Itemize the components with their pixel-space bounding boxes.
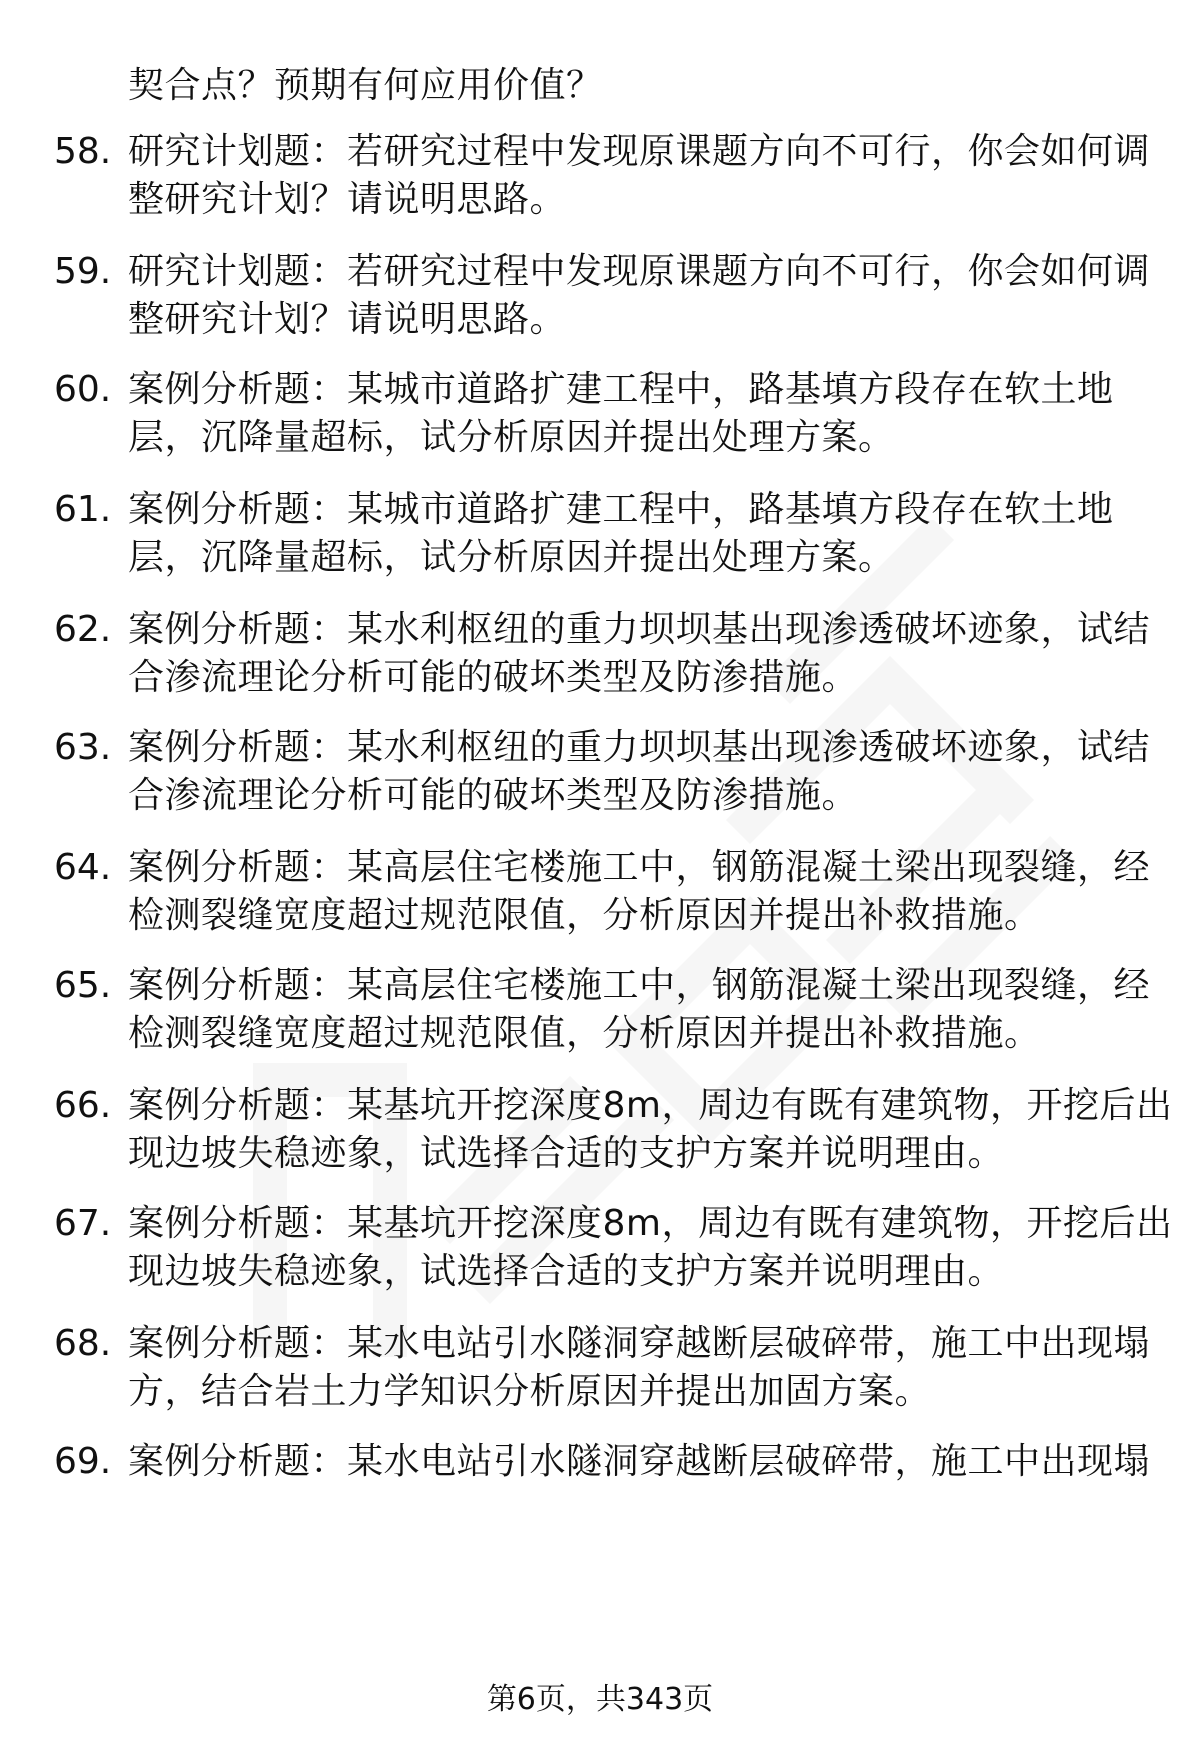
- question-number: 64.: [54, 847, 112, 888]
- question-text-line1: 案例分析题：某基坑开挖深度8m，周边有既有建筑物，开挖后出: [128, 1203, 1173, 1244]
- question-text-line1: 研究计划题：若研究过程中发现原课题方向不可行，你会如何调: [128, 251, 1151, 292]
- question-text-line2: 合渗流理论分析可能的破坏类型及防渗措施。: [128, 657, 859, 698]
- question-text-line1: 案例分析题：某城市道路扩建工程中，路基填方段存在软土地: [128, 489, 1114, 530]
- question-text-line1: 案例分析题：某水利枢纽的重力坝坝基出现渗透破坏迹象，试结: [128, 609, 1151, 650]
- question-number: 61.: [54, 489, 112, 530]
- question-text-line2: 合渗流理论分析可能的破坏类型及防渗措施。: [128, 775, 859, 816]
- page-footer: 第6页，共343页: [486, 1682, 714, 1717]
- question-number: 60.: [54, 369, 112, 410]
- question-number: 58.: [54, 131, 112, 172]
- question-text-line1: 案例分析题：某水电站引水隧洞穿越断层破碎带，施工中出现塌: [128, 1441, 1151, 1482]
- question-number: 59.: [54, 251, 112, 292]
- question-text-line2: 现边坡失稳迹象，试选择合适的支护方案并说明理由。: [128, 1251, 1005, 1292]
- continuation-line: 契合点？预期有何应用价值？: [128, 65, 603, 106]
- question-text-line1: 案例分析题：某水电站引水隧洞穿越断层破碎带，施工中出现塌: [128, 1323, 1151, 1364]
- question-number: 68.: [54, 1323, 112, 1364]
- question-text-line2: 层，沉降量超标，试分析原因并提出处理方案。: [128, 417, 895, 458]
- question-number: 62.: [54, 609, 112, 650]
- question-text-line2: 整研究计划？请说明思路。: [128, 299, 567, 340]
- question-text-line2: 检测裂缝宽度超过规范限值，分析原因并提出补救措施。: [128, 1013, 1041, 1054]
- question-text-line2: 检测裂缝宽度超过规范限值，分析原因并提出补救措施。: [128, 895, 1041, 936]
- question-text-line1: 案例分析题：某城市道路扩建工程中，路基填方段存在软土地: [128, 369, 1114, 410]
- question-number: 66.: [54, 1085, 112, 1126]
- question-text-line2: 层，沉降量超标，试分析原因并提出处理方案。: [128, 537, 895, 578]
- question-number: 67.: [54, 1203, 112, 1244]
- question-text-line2: 整研究计划？请说明思路。: [128, 179, 567, 220]
- question-text-line1: 案例分析题：某基坑开挖深度8m，周边有既有建筑物，开挖后出: [128, 1085, 1173, 1126]
- question-number: 65.: [54, 965, 112, 1006]
- question-number: 63.: [54, 727, 112, 768]
- question-number: 69.: [54, 1441, 112, 1482]
- question-text-line1: 案例分析题：某水利枢纽的重力坝坝基出现渗透破坏迹象，试结: [128, 727, 1151, 768]
- question-text-line1: 案例分析题：某高层住宅楼施工中，钢筋混凝土梁出现裂缝，经: [128, 847, 1151, 888]
- question-text-line1: 研究计划题：若研究过程中发现原课题方向不可行，你会如何调: [128, 131, 1151, 172]
- question-text-line2: 方，结合岩土力学知识分析原因并提出加固方案。: [128, 1371, 932, 1412]
- question-text-line1: 案例分析题：某高层住宅楼施工中，钢筋混凝土梁出现裂缝，经: [128, 965, 1151, 1006]
- question-text-line2: 现边坡失稳迹象，试选择合适的支护方案并说明理由。: [128, 1133, 1005, 1174]
